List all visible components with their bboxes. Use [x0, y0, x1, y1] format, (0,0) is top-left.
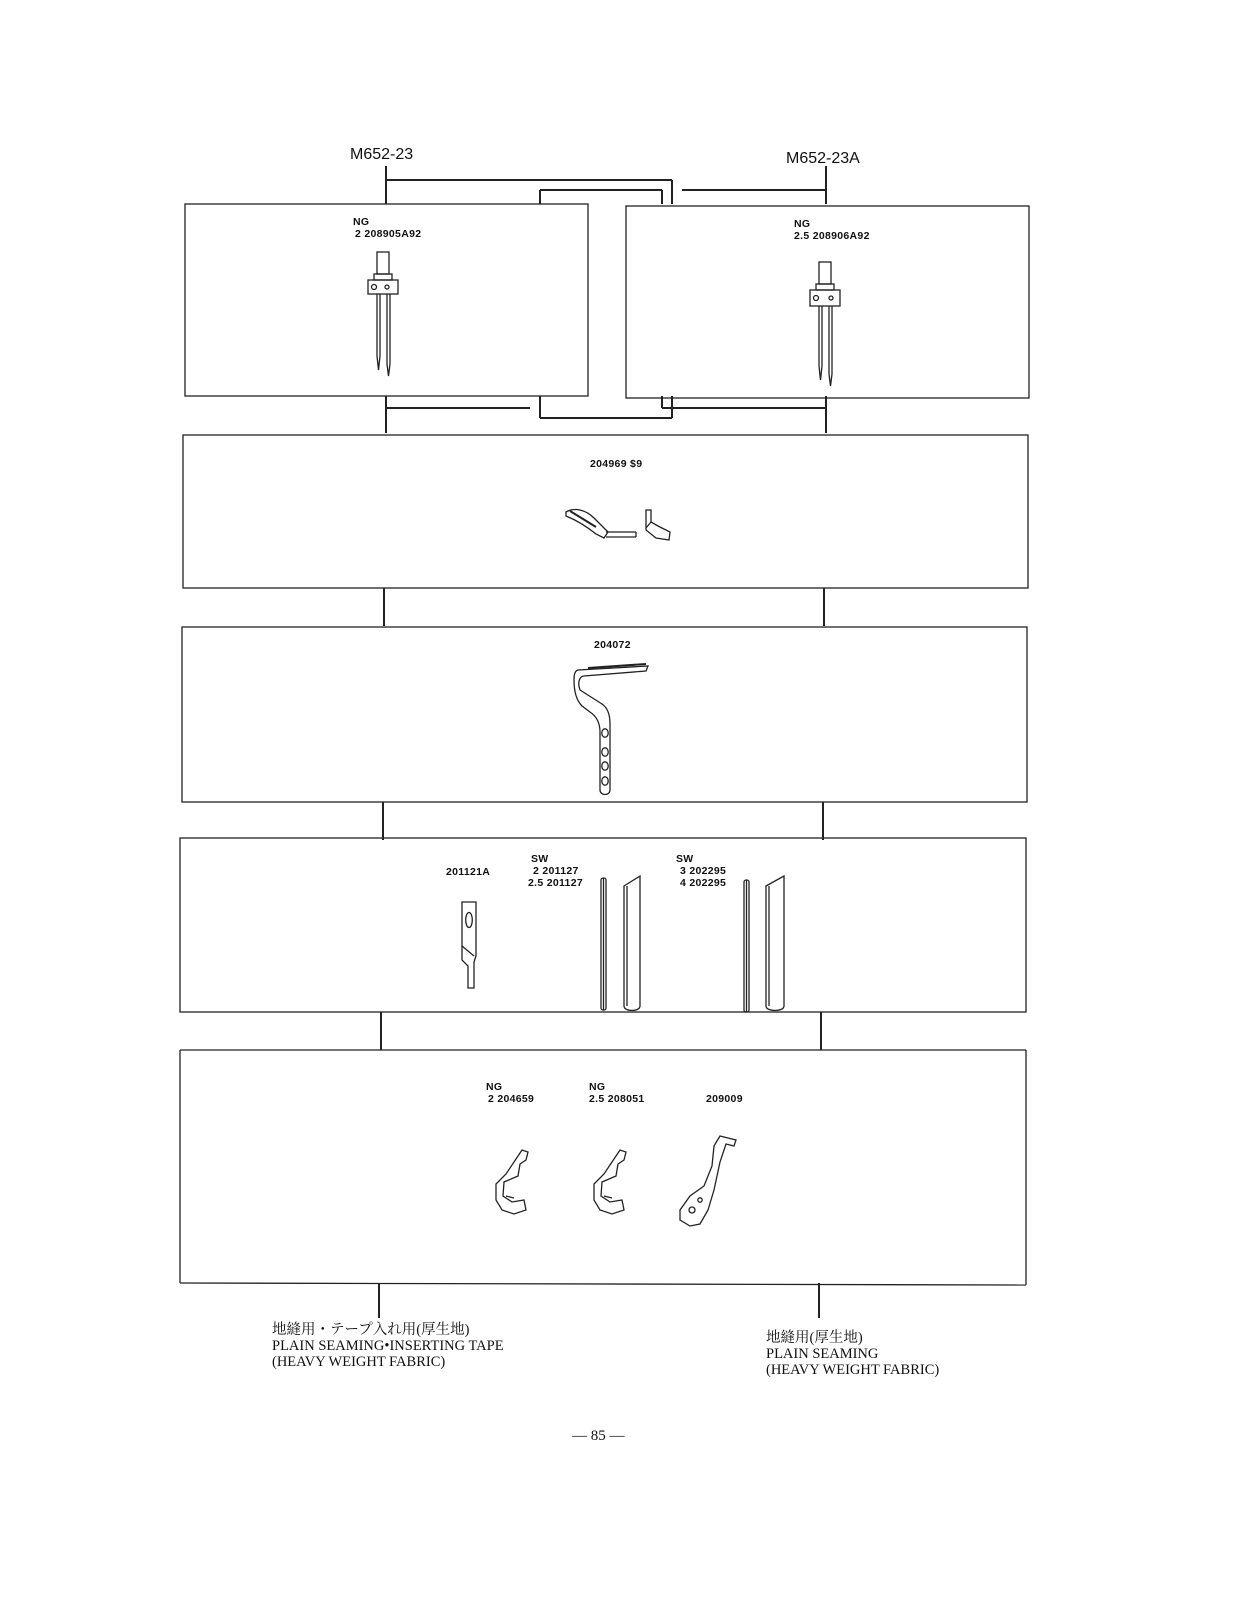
sw1-code-2: 2.5 201127 — [528, 877, 583, 889]
caption-left — [272, 1322, 504, 1370]
lower-looper-panel — [182, 627, 1027, 802]
needle-right-ng: NG — [794, 218, 811, 230]
caption-left-en2: (HEAVY WEIGHT FABRIC) — [272, 1354, 446, 1370]
sw1-label: SW — [531, 853, 549, 865]
sw1-code-1: 2 201127 — [533, 865, 579, 877]
guard1-code: 2 204659 — [488, 1093, 535, 1105]
needle-guard-icon — [680, 1136, 736, 1226]
needle-guard-icon — [594, 1150, 626, 1214]
caption-right-en1: PLAIN SEAMING — [766, 1346, 879, 1362]
caption-right — [766, 1330, 939, 1378]
spreader-blade-icon — [766, 876, 784, 1011]
lower-looper-code: 204072 — [594, 639, 631, 651]
looper-code: 204969 $9 — [590, 458, 643, 470]
sw2-code-1: 3 202295 — [680, 865, 727, 877]
needle-left-code: 2 208905A92 — [355, 228, 422, 240]
sw2-code-2: 4 202295 — [680, 877, 727, 889]
model-left-label: M652-23 — [350, 146, 414, 163]
needle-right-code: 2.5 208906A92 — [794, 230, 870, 242]
model-right-label: M652-23A — [786, 150, 860, 167]
needle-left-ng: NG — [353, 216, 370, 228]
guard3-code: 209009 — [706, 1093, 743, 1105]
looper-icon — [566, 510, 636, 538]
caption-left-en1: PLAIN SEAMING•INSERTING TAPE — [272, 1338, 504, 1354]
caption-right-jp: 地縫用(厚生地) — [766, 1330, 863, 1346]
looper-icon — [646, 510, 670, 540]
caption-right-en2: (HEAVY WEIGHT FABRIC) — [766, 1362, 940, 1378]
knife-icon — [462, 902, 476, 988]
guard2-ng: NG — [589, 1081, 606, 1093]
guard1-ng: NG — [486, 1081, 503, 1093]
model-connector-lines — [379, 166, 826, 1318]
guard2-code: 2.5 208051 — [589, 1093, 645, 1105]
spreader-blade-icon — [744, 880, 749, 1012]
needle-guard-icon — [496, 1150, 528, 1214]
twin-needle-clamp-icon — [368, 252, 398, 376]
sw2-label: SW — [676, 853, 694, 865]
knife-code: 201121A — [446, 866, 491, 878]
curved-looper-icon — [574, 664, 648, 795]
page-number: — 85 — — [572, 1428, 625, 1444]
caption-left-jp: 地縫用・テープ入れ用(厚生地) — [272, 1322, 470, 1338]
spreader-blade-icon — [624, 876, 640, 1011]
spreader-blade-icon — [601, 878, 606, 1010]
twin-needle-clamp-icon — [810, 262, 840, 386]
